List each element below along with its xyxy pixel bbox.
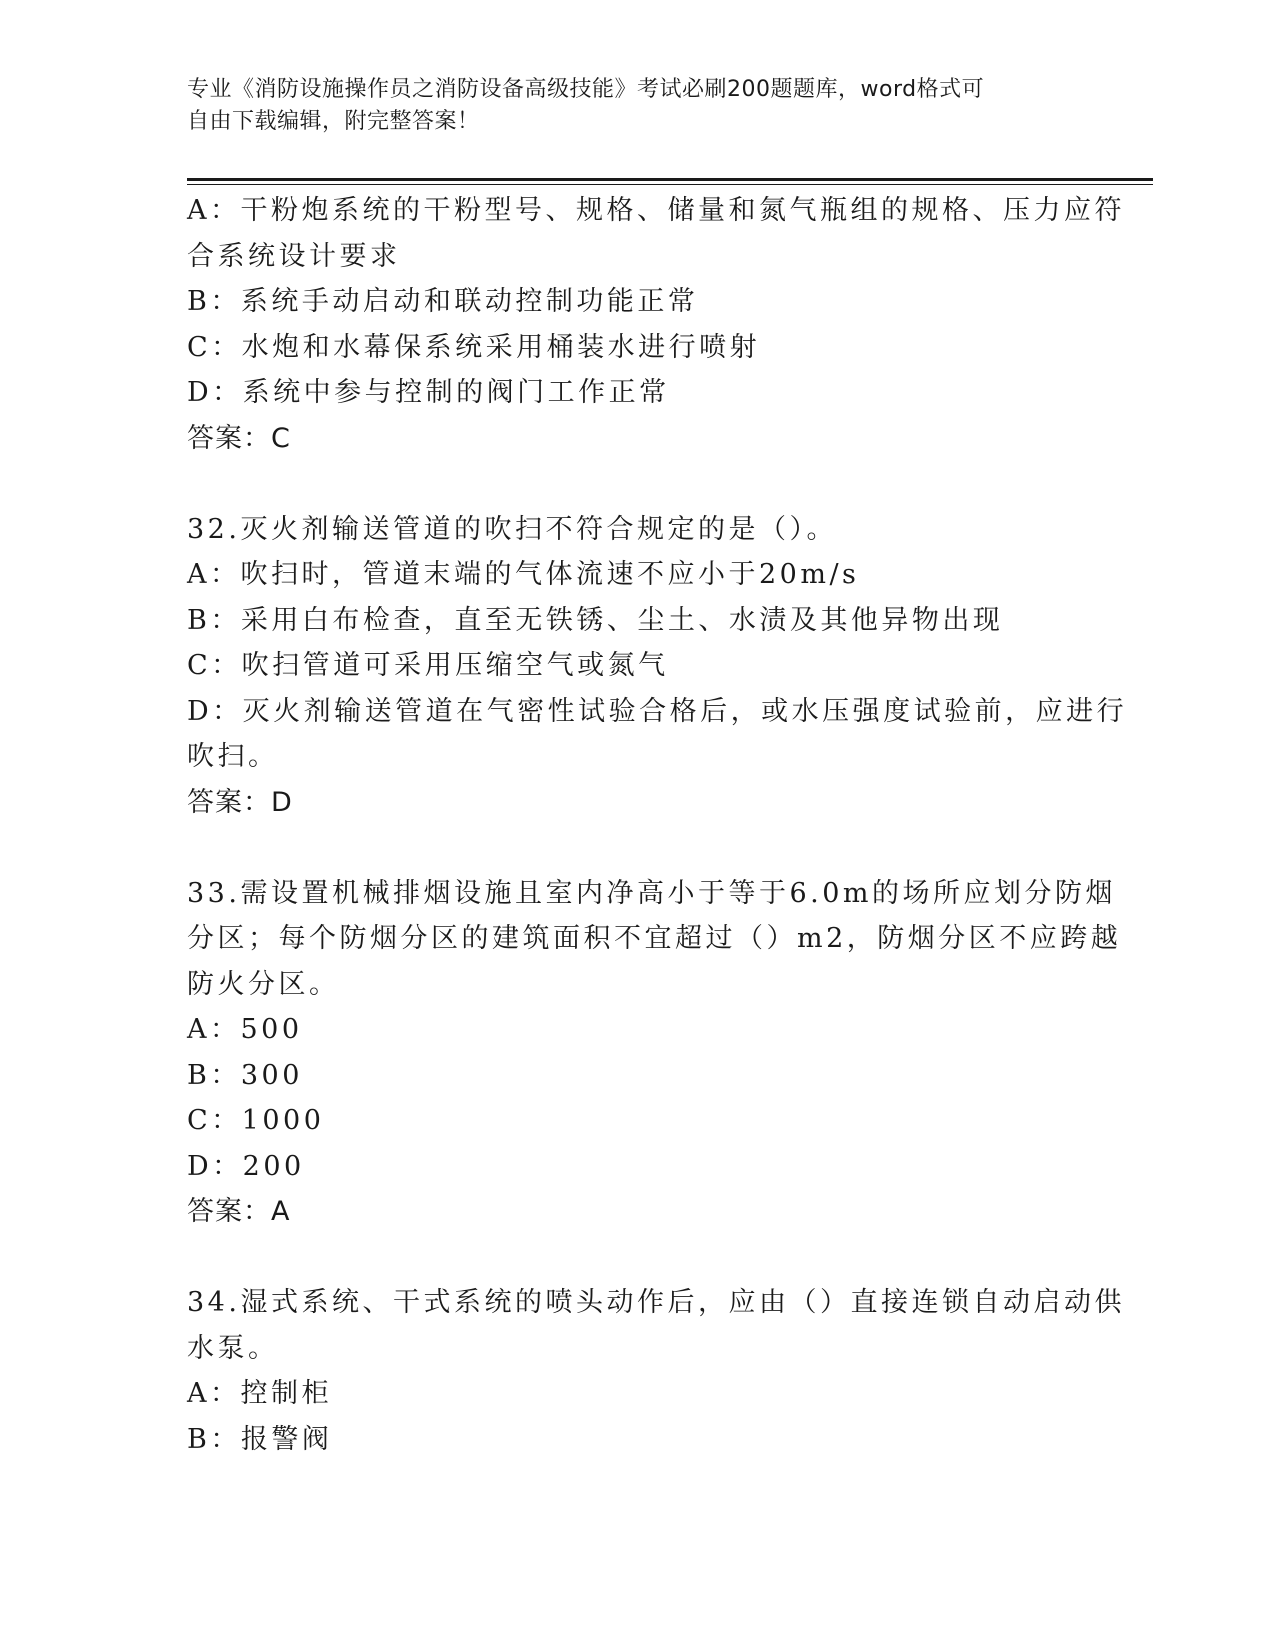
header-line-1: 专业《消防设施操作员之消防设备高级技能》考试必刷200题题库，word格式可 [187, 77, 985, 102]
header-divider-thin [187, 184, 1153, 185]
question-gap [187, 1235, 1077, 1281]
q34-stem-line-1: 34.湿式系统、干式系统的喷头动作后，应由（）直接连锁自动启动供 [187, 1287, 1125, 1318]
q32-option-b: B：采用白布检查，直至无铁锈、尘土、水渍及其他异物出现 [187, 604, 1004, 636]
q33-stem-line-1: 33.需设置机械排烟设施且室内净高小于等于6.0m的场所应划分防烟 [187, 877, 1116, 909]
question-32 [187, 507, 1128, 826]
question-34 [187, 1280, 1125, 1462]
q31-option-a-line-2: 合系统设计要求 [187, 240, 401, 272]
question-gap [187, 461, 1077, 507]
q32-option-c: C：吹扫管道可采用压缩空气或氮气 [187, 650, 669, 681]
q34-option-b: B：报警阀 [187, 1423, 333, 1455]
q33-stem-line-2: 分区；每个防烟分区的建筑面积不宜超过（）m2，防烟分区不应跨越 [187, 923, 1122, 954]
q31-option-c: C：水炮和水幕保系统采用桶装水进行喷射 [187, 331, 761, 363]
q32-answer: 答案：D [187, 786, 293, 818]
question-31 [187, 188, 1125, 461]
q33-answer: 答案：A [187, 1196, 291, 1227]
question-list [187, 188, 1128, 1462]
question-gap [187, 825, 1077, 871]
q31-option-d: D：系统中参与控制的阀门工作正常 [187, 377, 670, 408]
q33-stem-line-3: 防火分区。 [187, 968, 340, 1000]
q33-option-b: B：300 [187, 1059, 303, 1091]
q32-stem: 32.灭火剂输送管道的吹扫不符合规定的是（）。 [187, 513, 837, 545]
question-33 [187, 871, 1122, 1235]
q33-option-a: A：500 [187, 1014, 303, 1045]
q33-option-c: C：1000 [187, 1105, 325, 1136]
q31-option-b: B：系统手动启动和联动控制功能正常 [187, 286, 699, 317]
q31-option-a-line-1: A：干粉炮系统的干粉型号、规格、储量和氮气瓶组的规格、压力应符 [187, 195, 1125, 226]
document-header [187, 74, 1067, 138]
q32-option-d-line-1: D：灭火剂输送管道在气密性试验合格后，或水压强度试验前，应进行 [187, 695, 1128, 727]
q32-option-a: A：吹扫时，管道末端的气体流速不应小于20m/s [187, 559, 860, 590]
q32-option-d-line-2: 吹扫。 [187, 741, 279, 772]
q34-stem-line-2: 水泵。 [187, 1332, 279, 1364]
q31-answer: 答案：C [187, 422, 291, 454]
header-divider-thick [187, 178, 1153, 181]
q33-option-d: D：200 [187, 1150, 305, 1182]
q34-option-a: A：控制柜 [187, 1378, 332, 1409]
header-line-2: 自由下载编辑，附完整答案！ [187, 109, 480, 134]
